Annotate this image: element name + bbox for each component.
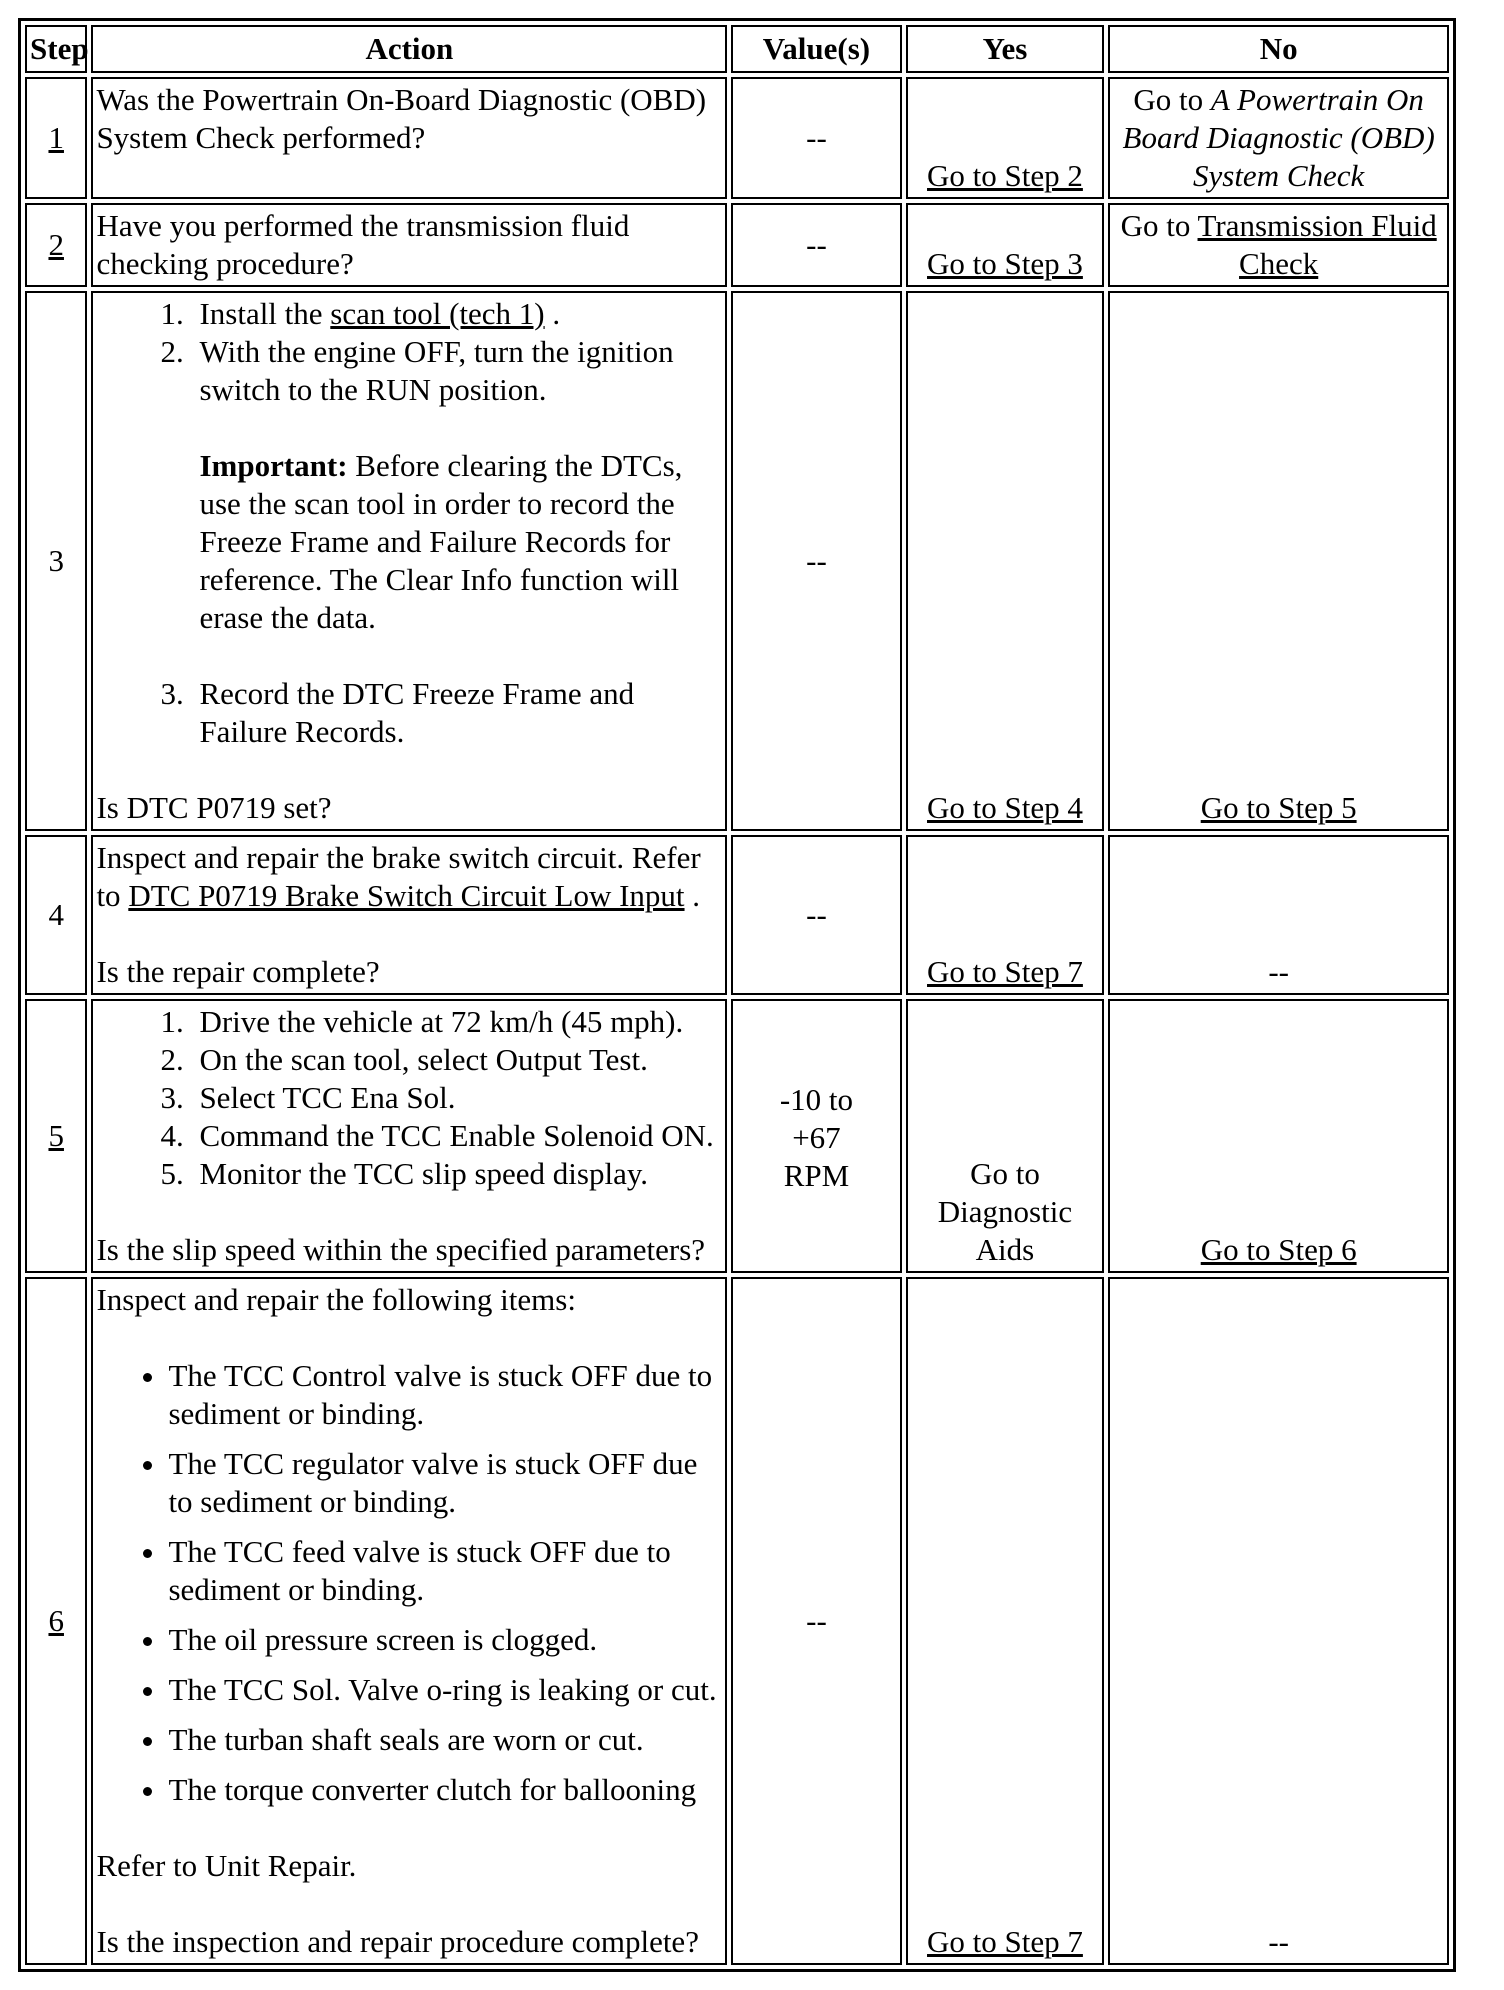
no-cell [1108, 999, 1449, 1273]
obd-system-check-reference: A Powertrain On Board Diagnostic (OBD) System Check [1122, 82, 1435, 193]
action-cell: Have you performed the transmission fluid checking procedure? [91, 203, 727, 287]
list-item: 3. Select TCC Ena Sol. [191, 1079, 722, 1117]
action-cell [91, 999, 727, 1273]
question-text: Is DTC P0719 set? [96, 790, 332, 825]
step-number[interactable] [25, 999, 87, 1273]
list-item: 5. Monitor the TCC slip speed display. [191, 1155, 722, 1193]
go-to-step-7-link[interactable]: Go to Step 7 [927, 954, 1083, 989]
value-cell: -- [731, 77, 901, 199]
list-item: • The TCC regulator valve is stuck OFF due to sediment or binding. [168, 1445, 722, 1521]
yes-cell [906, 835, 1105, 995]
list-item: 2. With the engine OFF, turn the ignition switch to the RUN position. Important: Before clearing the DTCs, use the scan tool in order to record the Freeze Frame and Failure Records for reference. The Clear Info function will erase the data. [191, 333, 722, 637]
value-cell: -- [731, 203, 901, 287]
action-cell [91, 1277, 727, 1965]
list-item: • The TCC Control valve is stuck OFF due to sediment or binding. [168, 1357, 722, 1433]
table-row [25, 835, 1449, 995]
value-cell [731, 999, 901, 1273]
list-item: 1. Install the scan tool (tech 1) . [191, 295, 722, 333]
yes-cell [906, 1277, 1105, 1965]
value-cell: -- [731, 835, 901, 995]
value-cell: -- [731, 291, 901, 831]
list-item: 1. Drive the vehicle at 72 km/h (45 mph). [191, 1003, 722, 1041]
list-item: • The turban shaft seals are worn or cut. [168, 1721, 722, 1759]
table-row [25, 77, 1449, 199]
go-to-step-7-link[interactable]: Go to Step 7 [927, 1924, 1083, 1959]
list-item: • The TCC Sol. Valve o-ring is leaking or cut. [168, 1671, 722, 1709]
table-row [25, 203, 1449, 287]
step-number[interactable] [25, 203, 87, 287]
intro-text: Inspect and repair the following items: [96, 1282, 576, 1317]
no-cell: -- [1108, 835, 1449, 995]
step-number: 3 [25, 291, 87, 831]
important-note: Important: Before clearing the DTCs, use the scan tool in order to record the Freeze Frame and Failure Records for reference. The Clear Info function will erase the data. [199, 448, 683, 635]
header-action: Action [91, 25, 727, 73]
scan-tool-link[interactable]: scan tool (tech 1) [330, 296, 545, 331]
table-row [25, 1277, 1449, 1965]
diagnostic-table [18, 18, 1456, 1972]
go-to-step-6-link[interactable]: Go to Step 6 [1200, 1232, 1357, 1267]
no-prefix: Go to [1120, 208, 1198, 243]
action-cell: Inspect and repair the brake switch circuit. Refer to DTC P0719 Brake Switch Circuit Low Input . Is the repair complete? [91, 835, 727, 995]
header-no: No [1108, 25, 1449, 73]
step-link[interactable]: 1 [48, 120, 64, 155]
step-number[interactable] [25, 1277, 87, 1965]
question-text: Is the inspection and repair procedure complete? [96, 1924, 699, 1959]
dtc-p0719-link[interactable]: DTC P0719 Brake Switch Circuit Low Input [128, 878, 685, 913]
no-cell [1108, 77, 1449, 199]
inspection-list [96, 1357, 722, 1809]
list-item: • The oil pressure screen is clogged. [168, 1621, 722, 1659]
list-item: • The TCC feed valve is stuck OFF due to sediment or binding. [168, 1533, 722, 1609]
action-cell [91, 291, 727, 831]
go-to-step-4-link[interactable]: Go to Step 4 [927, 790, 1083, 825]
header-values: Value(s) [731, 25, 901, 73]
value-cell: -- [731, 1277, 901, 1965]
list-item: • The torque converter clutch for ballooning [168, 1771, 722, 1809]
instruction-list [96, 295, 722, 751]
refer-text: Refer to Unit Repair. [96, 1848, 357, 1883]
go-to-step-5-link[interactable]: Go to Step 5 [1200, 790, 1357, 825]
question-text: Is the slip speed within the specified parameters? [96, 1232, 706, 1267]
go-to-step-3-link[interactable]: Go to Step 3 [927, 246, 1083, 281]
question-text: Is the repair complete? [96, 954, 380, 989]
action-cell: Was the Powertrain On-Board Diagnostic (OBD) System Check performed? [91, 77, 727, 199]
header-yes: Yes [906, 25, 1105, 73]
yes-cell [906, 291, 1105, 831]
go-to-step-2-link[interactable]: Go to Step 2 [927, 158, 1083, 193]
list-item: 4. Command the TCC Enable Solenoid ON. [191, 1117, 722, 1155]
step-link[interactable]: 5 [48, 1118, 64, 1153]
yes-cell: Go to Diagnostic Aids [906, 999, 1105, 1273]
list-item: 2. On the scan tool, select Output Test. [191, 1041, 722, 1079]
header-row [25, 25, 1449, 73]
no-cell: -- [1108, 1277, 1449, 1965]
important-label: Important: [199, 448, 348, 483]
list-item: 3. Record the DTC Freeze Frame and Failure Records. [191, 675, 722, 751]
no-cell [1108, 291, 1449, 831]
transmission-fluid-check-link[interactable]: Transmission Fluid Check [1197, 208, 1437, 281]
step-number: 4 [25, 835, 87, 995]
no-cell [1108, 203, 1449, 287]
table-row [25, 291, 1449, 831]
step-link[interactable]: 6 [48, 1603, 64, 1638]
header-step: Step [25, 25, 87, 73]
yes-cell [906, 203, 1105, 287]
slip-speed-range: -10 to +67 RPM [779, 1082, 854, 1193]
no-prefix: Go to [1133, 82, 1211, 117]
step-number[interactable] [25, 77, 87, 199]
step-link[interactable]: 2 [48, 227, 64, 262]
yes-cell [906, 77, 1105, 199]
instruction-list [96, 1003, 722, 1193]
table-row [25, 999, 1449, 1273]
